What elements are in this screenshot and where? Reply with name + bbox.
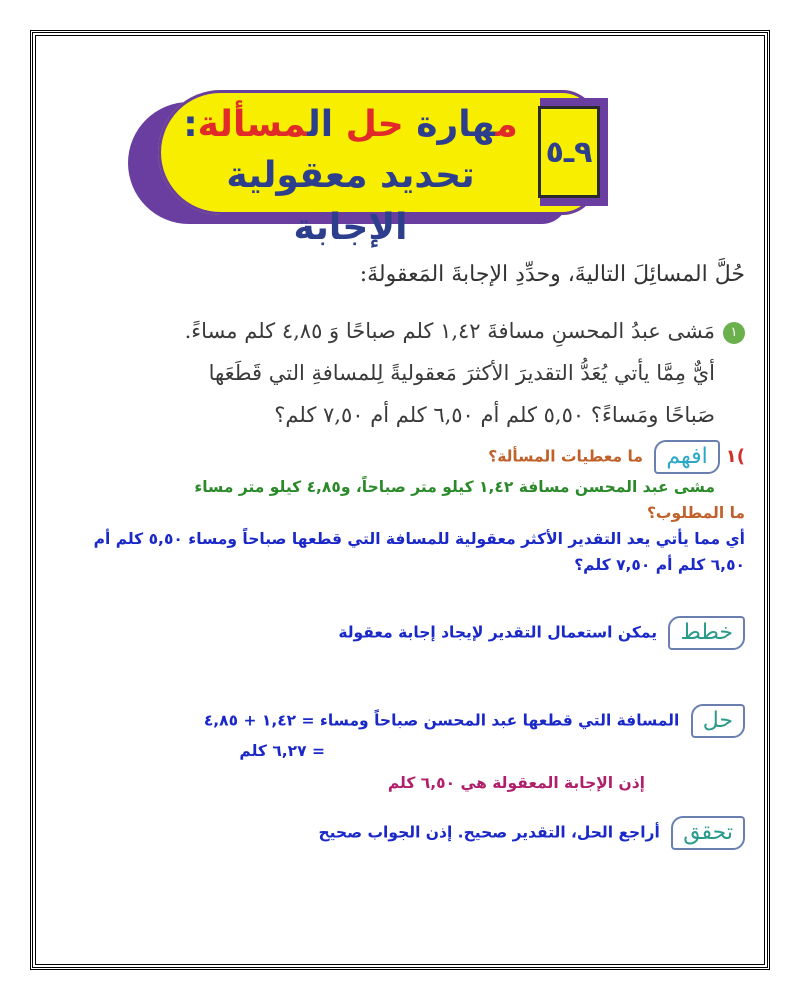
question-line-1: ١مَشى عبدُ المحسنِ مسافةَ ١,٤٢ كلم صباحًا وَ ٤,٨٥ كلم مساءً. (55, 310, 745, 352)
solve-line-1-row (55, 704, 745, 738)
question-line-3: صَباحًا ومَساءً؟ ٥,٥٠ كلم أم ٦,٥٠ كلم أم ٧,٥٠ كلم؟ (274, 403, 715, 427)
question-number-badge: ١ (723, 322, 745, 344)
understand-answer: مشى عبد المحسن مسافة ١,٤٢ كيلو متر صباحاً، و٤,٨٥ كيلو متر مساء (194, 478, 715, 496)
understand-header (55, 440, 745, 474)
understand-tag: افهم (654, 440, 719, 474)
solve-section (55, 704, 745, 796)
understand-section (55, 440, 745, 578)
item-number: )١ (725, 445, 745, 467)
solve-conclusion: إذن الإجابة المعقولة هي ٦,٥٠ كلم (387, 774, 645, 792)
plan-section (55, 616, 745, 650)
instruction-text: حُلَّ المسائِلَ التاليةَ، وحدِّدِ الإجابةَ المَعقولةَ: (359, 262, 745, 287)
check-text: أراجع الحل، التقدير صحيح. إذن الجواب صحيح (318, 823, 660, 842)
question-block (55, 310, 745, 436)
banner-title (168, 100, 533, 254)
understand-question: ما معطيات المسألة؟ (488, 447, 643, 466)
lesson-number-badge: ٩ـ٥ (538, 106, 600, 198)
question-line-2: أيٌّ مِمَّا يأتي يُعَدُّ التقديرَ الأكثرَ مَعقوليةً لِلمسافةِ التي قَطَعَها (208, 361, 715, 385)
title-banner (120, 80, 600, 248)
check-section (55, 816, 745, 850)
solve-line-1: المسافة التي قطعها عبد المحسن صباحاً ومساء = ١,٤٢ + ٤,٨٥ (203, 711, 680, 730)
required-line-2: ٦,٥٠ كلم أم ٧,٥٠ كلم؟ (574, 556, 745, 574)
solve-tag: حل (691, 704, 745, 738)
title-line-1: مهارة حل المسألة: (183, 104, 518, 145)
solve-line-2: = ٦,٢٧ كلم (239, 742, 325, 760)
required-line-1: أي مما يأتي يعد التقدير الأكثر معقولية للمسافة التي قطعها صباحاً ومساء ٥,٥٠ كلم أم (93, 530, 745, 548)
check-tag: تحقق (671, 816, 745, 850)
plan-text: يمكن استعمال التقدير لإيجاد إجابة معقولة (338, 623, 658, 642)
required-label: ما المطلوب؟ (646, 504, 745, 522)
title-line-2: تحديد معقولية الإجابة (226, 155, 475, 248)
plan-tag: خطط (668, 616, 745, 650)
